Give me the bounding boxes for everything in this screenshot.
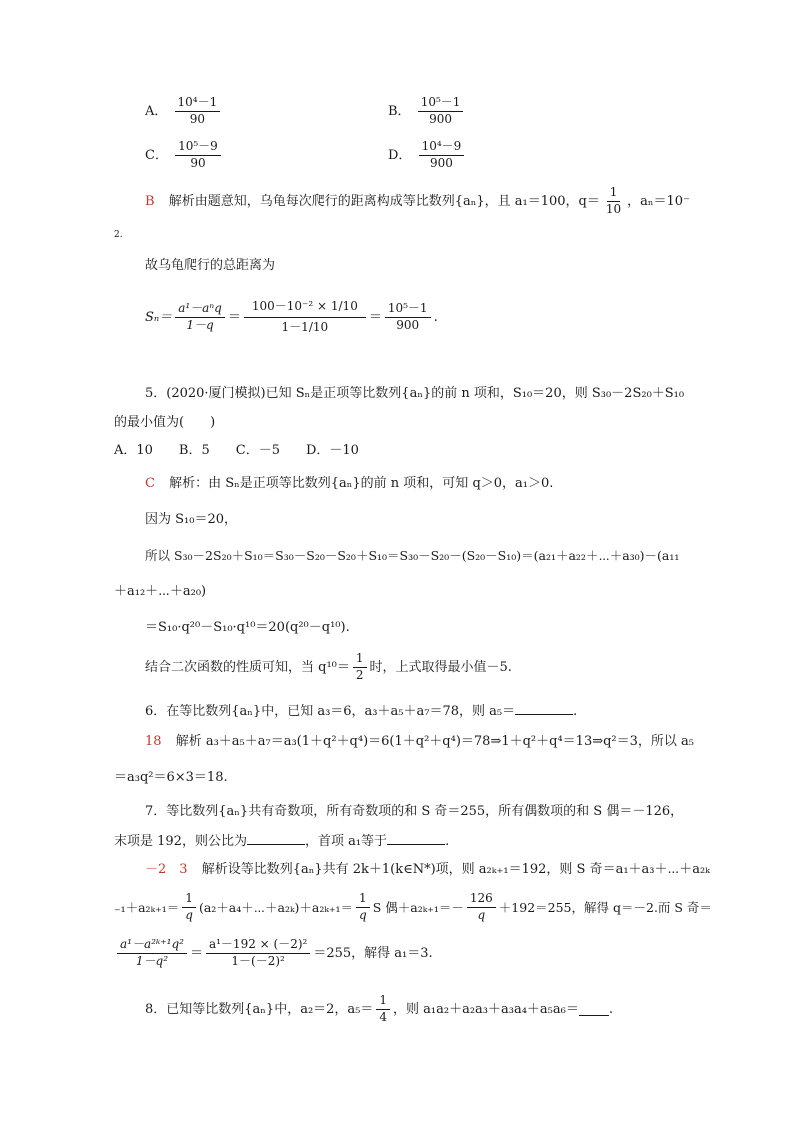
q6-solution-text: 解析 a₃＋a₅＋a₇＝a₃(1＋q²＋q⁴)＝6(1＋q²＋q⁴)＝78⇒1＋q²＋q⁴＝13⇒q²＝3，所以 a₅	[175, 734, 695, 749]
q4-f2-den: 1－1/10	[281, 319, 329, 334]
q7-sol2-f3-num: 126	[467, 892, 496, 908]
option-d-num: 10⁴－9	[419, 140, 465, 156]
q4-eq-1: ＝	[227, 309, 241, 325]
q4-f3-num: 10⁵－1	[385, 302, 431, 318]
q7-sol3-f1-den: 1－q²	[135, 953, 169, 968]
q6-stem-text: 6．在等比数列{aₙ}中，已知 a₃＝6，a₃＋a₅＋a₇＝78，则 a₅＝	[145, 704, 516, 719]
option-a-fraction	[175, 96, 221, 127]
q4-answer: B	[145, 193, 155, 209]
q5-stem-line1: 5．(2020·厦门模拟)已知 Sₙ是正项等比数列{aₙ}的前 n 项和，S₁₀＝20，则 S₃₀－2S₂₀＋S₁₀	[145, 386, 685, 401]
q7-first-term-blank	[387, 832, 445, 845]
q5-answer: C	[145, 476, 155, 491]
q7-sol2-a: ₋₁＋a₂ₖ₊₁＝	[114, 899, 180, 915]
q6-stem	[145, 702, 577, 720]
q7-ratio-blank	[247, 832, 305, 845]
q7-answer: －2 3	[145, 862, 188, 877]
option-d-fraction	[419, 140, 465, 171]
q8-frac-num: 1	[376, 994, 390, 1010]
q5-solution-line2: 因为 S₁₀＝20，	[145, 512, 238, 527]
q5-half-num: 1	[353, 652, 367, 668]
q6-answer: 18	[145, 734, 162, 749]
q5-solution-line5: ＝S₁₀·q²⁰－S₁₀·q¹⁰＝20(q²⁰－q¹⁰).	[145, 620, 350, 635]
option-c-den: 90	[190, 155, 206, 170]
q6-solution-line1	[145, 734, 694, 750]
q7-sol2-fraction-2	[356, 892, 370, 923]
q4-formula-end: .	[433, 309, 438, 325]
q4-q-fraction	[603, 186, 624, 217]
q5-solution-line1	[145, 476, 553, 492]
q5-half-den: 2	[355, 667, 364, 682]
q7-stem-a: 末项是 192，则公比为	[114, 834, 247, 849]
option-c-fraction	[175, 140, 221, 171]
option-d-den: 900	[429, 155, 453, 170]
q5-solution-line4: ＋a₁₂＋⋯＋a₂₀)	[114, 584, 207, 599]
q8-stem-a: 8．已知等比数列{aₙ}中，a₂＝2，a₅＝	[145, 1001, 374, 1017]
option-b-den: 900	[429, 111, 453, 126]
q7-solution-text: 解析设等比数列{aₙ}共有 2k＋1(k∈N*)项，则 a₂ₖ₊₁＝192，则 S 奇＝a₁＋a₃＋⋯＋a₂ₖ	[201, 862, 710, 877]
q7-sol3-fraction-2	[206, 938, 310, 969]
q8-answer-blank	[579, 1003, 609, 1016]
q5-sol6-a: 结合二次函数的性质可知，当 q¹⁰＝	[145, 659, 350, 675]
option-d-letter: D．	[388, 147, 412, 163]
option-b-letter: B．	[388, 103, 411, 119]
q5-half-fraction	[353, 652, 367, 683]
option-b-num: 10⁵－1	[418, 96, 464, 112]
q7-solution-line2	[114, 892, 712, 923]
option-a-num: 10⁴－1	[175, 96, 221, 112]
q7-sol3-eq: ＝	[189, 945, 203, 961]
q7-sol2-f1-den: q	[185, 907, 193, 922]
q6-solution-line2: ＝a₃q²＝6×3＝18.	[114, 770, 228, 785]
option-d	[388, 140, 467, 171]
q5-solution-line6	[145, 652, 512, 683]
q5-stem-line2: 的最小值为( )	[114, 415, 216, 430]
q5-options: A．10 B．5 C．－5 D．－10	[114, 443, 359, 458]
q8-stem-b: ，则 a₁a₂＋a₂a₃＋a₃a₄＋a₅a₆＝	[393, 1001, 579, 1017]
q7-solution-line1	[145, 862, 710, 878]
q4-solution-line2: 故乌龟爬行的总距离为	[145, 258, 276, 273]
q8-frac-den: 4	[379, 1009, 388, 1024]
q7-stem-b: ，首项 a₁等于	[304, 834, 388, 849]
q7-sol2-d: ＋192＝255，解得 q＝－2.而 S 奇＝	[498, 899, 712, 915]
q8-fraction	[376, 994, 390, 1025]
q4-formula-fraction-2	[244, 300, 366, 335]
q4-solution-line1	[145, 186, 690, 217]
option-b-fraction	[418, 96, 464, 127]
q7-sol2-b: (a₂＋a₄＋⋯＋a₂ₖ)＋a₂ₖ₊₁＝	[198, 899, 354, 915]
q7-stem-end: .	[445, 834, 450, 849]
q7-sol2-c: S 偶＋a₂ₖ₊₁＝－	[372, 899, 464, 915]
option-c-num: 10⁵－9	[175, 140, 221, 156]
option-a	[145, 96, 223, 127]
q4-sum-formula	[145, 300, 438, 335]
q7-sol3-f2-den: 1－(－2)²	[231, 953, 285, 968]
q4-f1-num: a¹－aⁿq	[175, 302, 225, 318]
option-c-letter: C．	[145, 147, 168, 163]
q7-sol2-f1-num: 1	[182, 892, 196, 908]
q7-sol2-f2-den: q	[359, 907, 367, 922]
option-a-den: 90	[189, 111, 206, 126]
q5-sol6-b: 时，上式取得最小值－5.	[369, 659, 512, 675]
q7-sol3-f2-num: a¹－192 × (－2)²	[206, 938, 310, 954]
q7-sol3-fraction-1	[117, 938, 187, 969]
q4-solution-tail: ，aₙ＝10⁻	[627, 193, 690, 209]
q6-stem-end: .	[573, 704, 578, 719]
q5-solution-line3: 所以 S₃₀－2S₂₀＋S₁₀＝S₃₀－S₂₀－S₂₀＋S₁₀＝S₃₀－S₂₀－(S₂₀－S₁₀)＝(a₂₁＋a₂₂＋⋯＋a₃₀)－(a₁₁	[145, 548, 680, 563]
q4-f1-den: 1－q	[186, 317, 214, 332]
q7-stem-line2	[114, 832, 449, 850]
q8-stem-end: .	[608, 1001, 613, 1017]
q4-formula-fraction-3	[385, 302, 431, 333]
q4-q-den: 10	[605, 201, 622, 216]
q4-formula-fraction-1	[175, 302, 225, 333]
q6-answer-blank	[515, 702, 573, 715]
option-b	[388, 96, 466, 127]
q7-stem-line1: 7．等比数列{aₙ}共有奇数项，所有奇数项的和 S 奇＝255，所有偶数项的和 S 偶＝－126，	[145, 804, 684, 819]
q7-solution-line3	[114, 938, 433, 969]
q4-solution-text: 由题意知，乌龟每次爬行的距离构成等比数列{aₙ}，且 a₁＝100，q＝	[194, 193, 600, 209]
option-a-letter: A．	[145, 103, 168, 119]
q7-sol3-f1-num: a¹－a²ᵏ⁺¹q²	[117, 938, 187, 954]
q7-sol2-fraction-1	[182, 892, 196, 923]
q4-eq-2: ＝	[368, 309, 382, 325]
q7-sol3-tail: ＝255，解得 a₁＝3.	[313, 945, 433, 961]
q4-sn-label: Sₙ＝	[145, 309, 173, 325]
q4-q-num: 1	[607, 186, 621, 202]
q8-stem	[145, 994, 613, 1025]
q5-solution-text: 解析：由 Sₙ是正项等比数列{aₙ}的前 n 项和，可知 q＞0，a₁＞0.	[169, 476, 554, 491]
option-c	[145, 140, 224, 171]
q7-sol2-fraction-3	[467, 892, 496, 923]
q4-f3-den: 900	[396, 317, 420, 332]
q4-solution-label: 解析	[168, 193, 195, 209]
q4-solution-wrap: 2.	[114, 230, 123, 240]
q4-f2-num: 100－10⁻² × 1/10	[244, 300, 366, 318]
q7-sol2-f2-num: 1	[356, 892, 370, 908]
q7-sol2-f3-den: q	[477, 907, 486, 922]
